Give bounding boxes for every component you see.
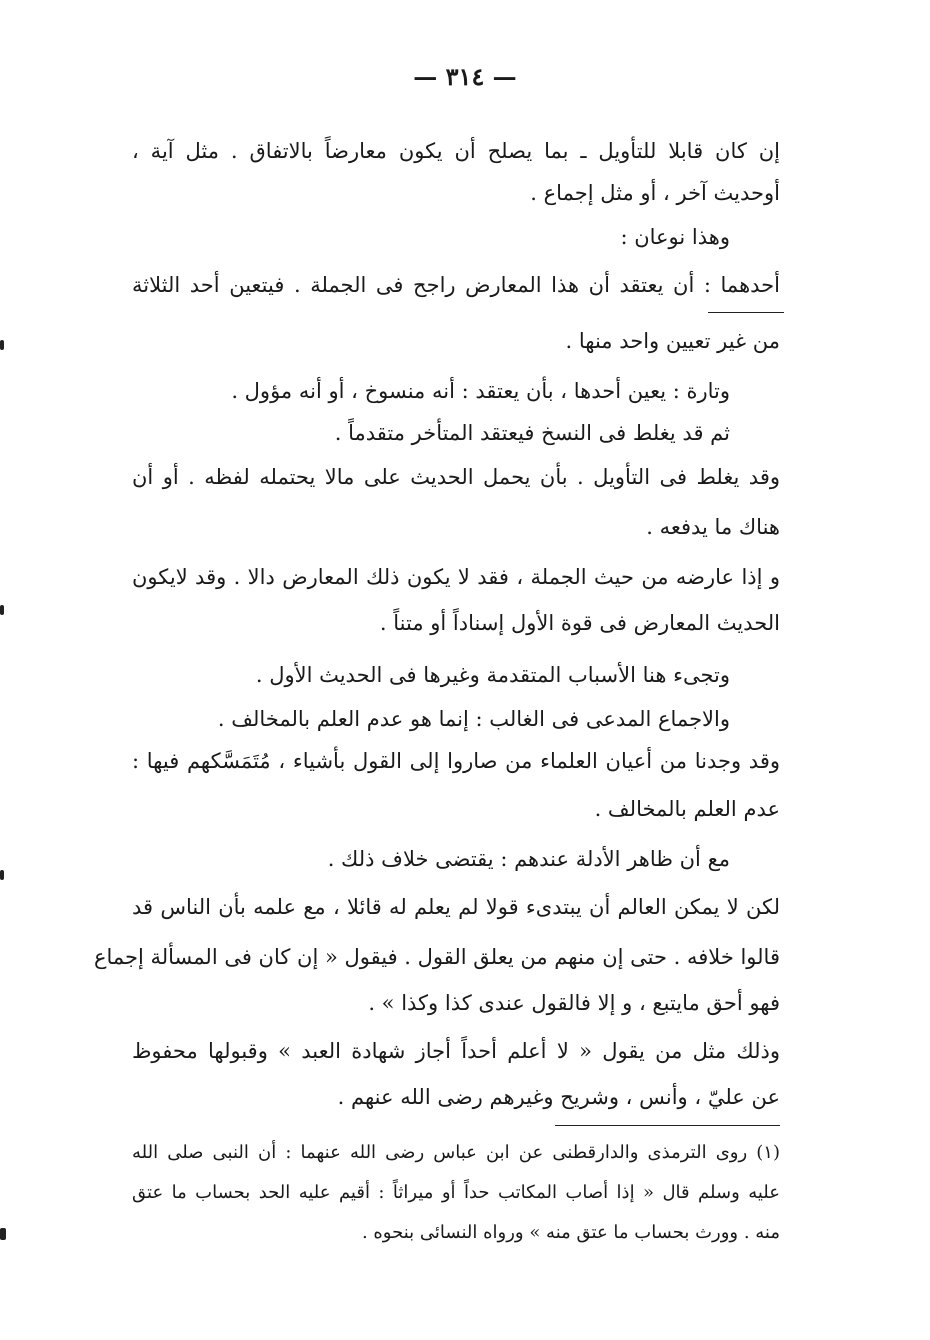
- body-line: وقد يغلط فى التأويل . بأن يحمل الحديث على مالا يحتمله لفظه . أو أن: [132, 465, 780, 489]
- body-line: ثم قد يغلط فى النسخ فيعتقد المتأخر متقدماً .: [334, 421, 730, 445]
- body-line: لكن لا يمكن العالم أن يبتدىء قولا لم يعلم له قائلا ، مع علمه بأن الناس قد: [132, 895, 780, 919]
- body-line: وهذا نوعان :: [620, 225, 730, 249]
- scan-edge-mark: [0, 605, 4, 615]
- scan-edge-mark: [0, 340, 4, 350]
- body-line: عن عليّ ، وأنس ، وشريح وغيرهم رضى الله عنهم .: [337, 1085, 780, 1109]
- body-line: و إذا عارضه من حيث الجملة ، فقد لا يكون ذلك المعارض دالا . وقد لايكون: [132, 565, 780, 589]
- body-line: وقد وجدنا من أعيان العلماء من صاروا إلى القول بأشياء ، مُتَمَسَّكهم فيها :: [132, 749, 780, 773]
- body-line: وذلك مثل من يقول « لا أعلم أحداً أجاز شهادة العبد » وقبولها محفوظ: [132, 1039, 780, 1063]
- body-line: هناك ما يدفعه .: [646, 515, 780, 539]
- body-line: الحديث المعارض فى قوة الأول إسناداً أو متناً .: [379, 611, 780, 635]
- body-line: فهو أحق مايتبع ، و إلا فالقول عندى كذا وكذا » .: [368, 991, 780, 1015]
- body-line: أوحديث آخر ، أو مثل إجماع .: [530, 181, 780, 205]
- body-line: من غير تعيين واحد منها .: [565, 329, 780, 353]
- body-line: إن كان قابلا للتأويل ـ بما يصلح أن يكون معارضاً بالاتفاق . مثل آية ،: [132, 139, 780, 163]
- body-line: مع أن ظاهر الأدلة عندهم : يقتضى خلاف ذلك .: [327, 847, 730, 871]
- body-line: عدم العلم بالمخالف .: [594, 797, 780, 821]
- footnote-line: منه . وورث بحساب ما عتق منه » ورواه النسائى بنحوه .: [361, 1222, 780, 1243]
- footnote-line: (١) روى الترمذى والدارقطنى عن ابن عباس رضى الله عنهما : أن النبى صلى الله: [132, 1142, 780, 1163]
- underline-mark: [708, 312, 784, 313]
- page-number: — ٣١٤ —: [413, 62, 517, 91]
- body-line: والاجماع المدعى فى الغالب : إنما هو عدم العلم بالمخالف .: [217, 707, 730, 731]
- scan-edge-mark: [0, 1228, 6, 1240]
- footnote-rule: [555, 1125, 780, 1126]
- body-line: وتارة : يعين أحدها ، بأن يعتقد : أنه منسوخ ، أو أنه مؤول .: [231, 379, 730, 403]
- body-line: قالوا خلافه . حتى إن منهم من يعلق القول . فيقول « إن كان فى المسألة إجماع: [93, 945, 780, 969]
- scan-edge-mark: [0, 870, 4, 880]
- footnote-line: عليه وسلم قال « إذا أصاب المكاتب حداً أو ميراثاً : أقيم عليه الحد بحساب ما عتق: [132, 1182, 780, 1203]
- body-line: وتجىء هنا الأسباب المتقدمة وغيرها فى الحديث الأول .: [255, 663, 730, 687]
- body-line: أحدهما : أن يعتقد أن هذا المعارض راجح فى الجملة . فيتعين أحد الثلاثة: [132, 273, 780, 297]
